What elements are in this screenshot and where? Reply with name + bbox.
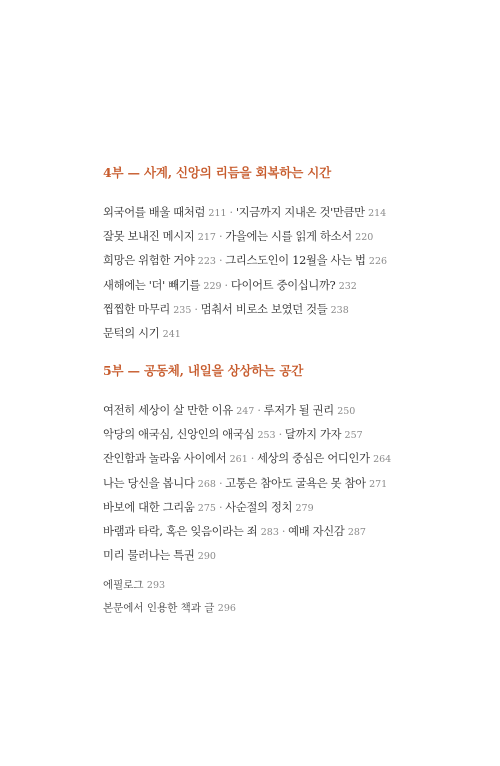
- toc-entry-title[interactable]: 악당의 애국심, 신앙인의 애국심: [103, 428, 255, 442]
- toc-entry-title[interactable]: 그리스도인이 12월을 사는 법: [225, 254, 366, 268]
- part-4-entries: [103, 201, 483, 346]
- toc-entry-title[interactable]: 다이어트 중이십니까?: [230, 278, 336, 292]
- toc-page-number: 232: [338, 280, 357, 292]
- toc-page-number: 220: [355, 232, 374, 244]
- toc-entry-title: 에필로그: [103, 579, 144, 591]
- part-5-section: [103, 361, 483, 568]
- toc-line: [103, 249, 483, 273]
- toc-line: [103, 201, 483, 225]
- toc-line: [103, 423, 483, 447]
- separator-dot: ·: [218, 500, 223, 514]
- separator-dot: ·: [218, 476, 223, 490]
- separator-dot: ·: [224, 278, 228, 292]
- toc-page-number: 247: [236, 406, 255, 417]
- toc-entry-title[interactable]: 찝찝한 마무리: [103, 302, 170, 316]
- toc-entry-title[interactable]: 가을에는 시를 읽게 하소서: [225, 230, 352, 244]
- toc-page-number: 271: [369, 478, 388, 490]
- toc-page-number: 253: [257, 430, 276, 442]
- part-5-entries: [103, 399, 483, 568]
- toc-line: [103, 225, 483, 249]
- toc-line: [103, 274, 483, 298]
- toc-page-number: 226: [368, 256, 388, 268]
- toc-line: [103, 322, 483, 346]
- toc-page-number: 229: [203, 280, 222, 292]
- toc-line: [103, 399, 483, 423]
- epilogue-entry[interactable]: [103, 574, 483, 597]
- separator-dot: ·: [229, 206, 233, 219]
- toc-entry-title[interactable]: 바램과 타락, 혹은 잊음이라는 죄: [103, 525, 258, 539]
- toc-page-number: 211: [208, 208, 227, 219]
- toc-entry-title[interactable]: 새해에는 '더' 빼기를: [103, 278, 201, 292]
- separator-dot: ·: [218, 230, 223, 244]
- toc-entry-title[interactable]: 미리 물러나는 특권: [103, 549, 195, 563]
- toc-page-number: 261: [229, 454, 248, 466]
- toc-page-number: 290: [197, 551, 216, 563]
- separator-dot: ·: [194, 302, 198, 316]
- toc-page-number: 257: [344, 430, 363, 442]
- toc-page-number: 217: [197, 232, 216, 244]
- toc-page-number: 293: [146, 580, 166, 591]
- toc-page-number: 241: [162, 329, 181, 341]
- toc-page-number: 279: [295, 502, 314, 514]
- toc-entry-title[interactable]: 사순절의 정치: [225, 500, 293, 514]
- toc-entry-title[interactable]: 잘못 보내진 메시지: [103, 230, 195, 244]
- separator-dot: ·: [250, 452, 255, 466]
- toc-page-number: 296: [217, 603, 236, 614]
- toc-entry-title[interactable]: 루저가 될 권리: [263, 404, 334, 417]
- part-4-section: [103, 163, 483, 346]
- toc-line: [103, 447, 483, 471]
- part-5-title: 5부 — 공동체, 내일을 상상하는 공간: [103, 363, 304, 378]
- separator-dot: ·: [281, 525, 286, 539]
- toc-page-number: 264: [373, 454, 392, 466]
- toc-page-number: 223: [197, 256, 216, 268]
- toc-page-number: 250: [337, 406, 356, 417]
- toc-page-number: 238: [330, 304, 349, 316]
- separator-dot: ·: [257, 404, 261, 417]
- toc-entry-title[interactable]: 달까지 가자: [284, 428, 342, 442]
- toc-line: [103, 496, 483, 520]
- part-4-title: 4부 — 사계, 신앙의 리듬을 회복하는 시간: [103, 165, 331, 180]
- toc-entry-title[interactable]: 세상의 중심은 어디인가: [257, 452, 370, 466]
- toc-line: [103, 298, 483, 322]
- separator-dot: ·: [278, 428, 282, 442]
- toc-page-number: 287: [347, 527, 366, 539]
- toc-page-number: 214: [368, 208, 387, 219]
- toc-line: [103, 472, 483, 496]
- toc-entry-title[interactable]: 예배 자신감: [288, 525, 345, 539]
- separator-dot: ·: [218, 254, 223, 268]
- toc-page-number: 283: [260, 527, 279, 539]
- toc-line: [103, 520, 483, 544]
- toc-entry-title[interactable]: 나는 당신을 봅니다: [103, 476, 195, 490]
- toc-entry-title[interactable]: 바보에 대한 그리움: [103, 500, 195, 514]
- toc-entry-title: 본문에서 인용한 책과 글: [103, 602, 215, 614]
- toc-entry-title[interactable]: 여전히 세상이 살 만한 이유: [103, 404, 233, 417]
- toc-entry-title[interactable]: 멈춰서 비로소 보였던 것들: [200, 302, 328, 316]
- references-entry[interactable]: [103, 597, 483, 620]
- toc-page-number: 268: [197, 478, 216, 490]
- toc-entry-title[interactable]: 문턱의 시기: [103, 327, 160, 341]
- toc-entry-title[interactable]: 잔인함과 놀라움 사이에서: [103, 452, 227, 466]
- toc-line: [103, 544, 483, 568]
- toc-entry-title[interactable]: 외국어를 배울 때처럼: [103, 206, 206, 219]
- toc-entry-title[interactable]: '지금까지 지내온 것'만큼만: [235, 206, 365, 219]
- toc-entry-title[interactable]: 고통은 참아도 굴욕은 못 참아: [225, 476, 366, 490]
- toc-page-number: 275: [197, 502, 216, 514]
- toc-entry-title[interactable]: 희망은 위험한 거야: [103, 254, 195, 268]
- back-matter: [103, 574, 483, 620]
- toc-page-number: 235: [173, 304, 192, 316]
